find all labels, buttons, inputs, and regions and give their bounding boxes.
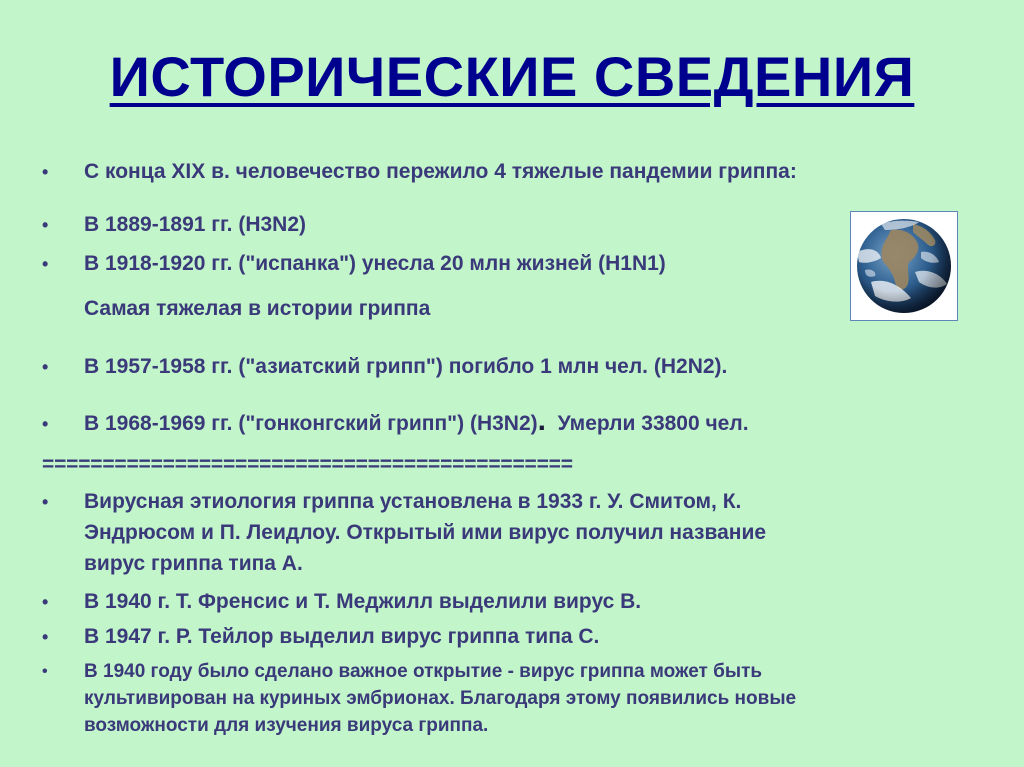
bullet-marker: •: [42, 162, 49, 182]
etiology-line-2: Эндрюсом и П. Леидлоу. Открытый ими вирус получил название: [84, 521, 767, 544]
etiology-line-3: вирус гриппа типа А.: [84, 552, 303, 575]
embryo-line-3: возможности для изучения вируса гриппа.: [84, 715, 489, 736]
bullet-marker: •: [42, 663, 48, 680]
bullet-marker: •: [42, 592, 49, 612]
bullet-marker: •: [42, 492, 49, 512]
divider-line: ============================================: [42, 453, 573, 476]
etiology-line-1: Вирусная этиология гриппа установлена в 1933 г. У. Смитом, К.: [84, 490, 742, 513]
pandemic-1968-dot: .: [537, 404, 546, 437]
embryo-line-1: В 1940 году было сделано важное открытие - вирус гриппа может быть: [84, 661, 763, 682]
pandemic-1957: В 1957-1958 гг. ("азиатский грипп") погибло 1 млн чел. (H2N2).: [84, 355, 728, 378]
bullet-marker: •: [42, 627, 49, 647]
embryo-line-2: культивирован на куриных эмбрионах. Благодаря этому появились новые: [84, 688, 797, 709]
bullet-marker: •: [42, 254, 49, 274]
slide-title: ИСТОРИЧЕСКИЕ СВЕДЕНИЯ: [109, 45, 915, 108]
virus-c-1947: В 1947 г. Р. Тейлор выделил вирус гриппа типа С.: [84, 625, 600, 648]
pandemic-1918-note: Самая тяжелая в истории гриппа: [84, 297, 431, 320]
earth-globe-icon: [850, 211, 958, 321]
intro-text: С конца XIX в. человечество пережило 4 тяжелые пандемии гриппа:: [84, 160, 797, 183]
bullet-marker: •: [42, 215, 49, 235]
bullet-marker: •: [42, 357, 49, 377]
pandemic-1889: В 1889-1891 гг. (H3N2): [84, 213, 306, 236]
virus-b-1940: В 1940 г. Т. Френсис и Т. Меджилл выделили вирус В.: [84, 590, 642, 613]
pandemic-1918: В 1918-1920 гг. ("испанка") унесла 20 млн жизней (H1N1): [84, 252, 666, 275]
pandemic-1968-text: В 1968-1969 гг. ("гонконгский грипп") (H3N2): [84, 412, 538, 435]
bullet-marker: •: [42, 414, 49, 434]
pandemic-1968-deaths: Умерли 33800 чел.: [545, 412, 749, 435]
pandemic-1968: [84, 404, 749, 441]
